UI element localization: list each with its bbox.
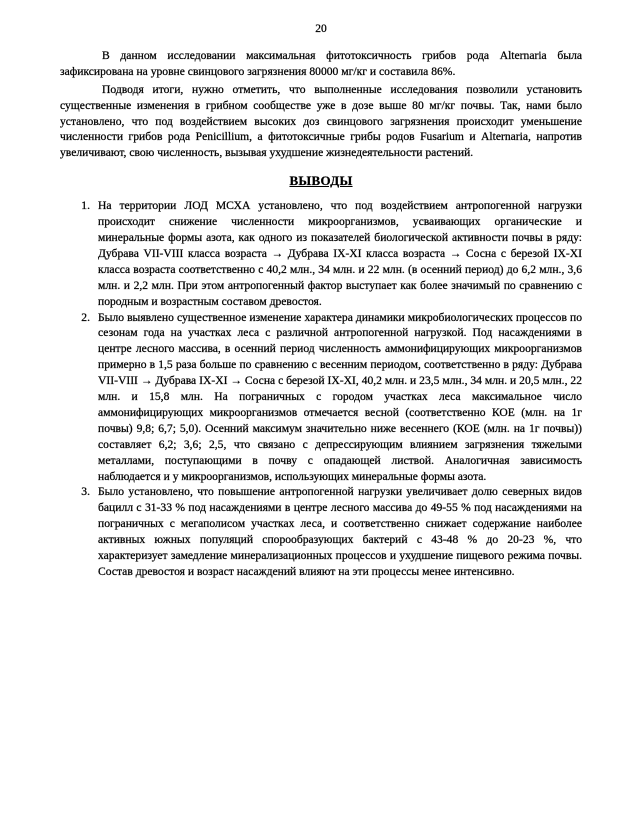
list-item-text: Было установлено, что повышение антропогенной нагрузки увеличивает долю северных видов бацилл с 31-33 % под насаждениями в центре лесного массива до 49-55 % под насаждениями на пограничных с мегаполисом участках леса, и соответственно снижает содержание наиболее активных южных популяций спорообразующих бактерий с 43-48 % до 20-23 %, что характеризует замедление минерализационных процессов и ухудшение пищевого режима почвы. Состав древостоя и возраст насаждений влияют на эти процессы менее интенсивно. bbox=[98, 485, 582, 578]
paragraph: Подводя итоги, нужно отметить, что выполненные исследования позволили установить существенные изменения в грибном сообществе уже в дозе выше 80 мг/кг почвы. Так, нами было установлено, что под воздействием высоких доз свинцового загрязнения происходит уменьшение численности грибов рода Penicillium, а фитотоксичные грибы родов Fusarium и Alternaria, напротив увеличивают, свою численность, вызывая ухудшение жизнедеятельности растений. bbox=[60, 82, 582, 160]
list-item-number: 2. bbox=[81, 310, 90, 324]
conclusions-heading: ВЫВОДЫ bbox=[289, 173, 353, 189]
list-item bbox=[60, 484, 582, 579]
list-item bbox=[60, 310, 582, 485]
conclusions-list bbox=[60, 198, 582, 580]
paragraph: В данном исследовании максимальная фитотоксичность грибов рода Alternaria была зафиксирована на уровне свинцового загрязнения 80000 мг/кг и составила 86%. bbox=[60, 48, 582, 78]
list-item bbox=[60, 198, 582, 309]
intro-text bbox=[60, 48, 582, 161]
list-item-text: На территории ЛОД МСХА установлено, что под воздействием антропогенной нагрузки происходит снижение численности микроорганизмов, усваивающих органические и минеральные формы азота, как одного из показателей биологической активности почвы в ряду: Дубрава VII-VIII класса возраста → Дубрава IX-XI класса возраста → Сосна с березой IX-XI класса возраста соответственно с 40,2 млн., 34 млн. и 22 млн. (в осенний период) до 6,2 млн., 3,6 млн. и 2,2 млн. При этом антропогенный фактор выступает как более значимый по сравнению с породным и возрастным составом древостоя. bbox=[98, 199, 582, 308]
list-item-number: 1. bbox=[81, 199, 90, 213]
page-number: 20 bbox=[315, 23, 327, 35]
list-item-text: Было выявлено существенное изменение характера динамики микробиологических процессов по сезонам года на участках леса с различной антропогенной нагрузкой. Под насаждениями в центре лесного массива, в осенний период численность аммонифицирующих микроорганизмов примерно в 1,5 раза больше по сравнению с весенним периодом, соответственно в ряду: Дубрава VII-VIII → Дубрава IX-XI → Сосна с березой IX-XI, 40,2 млн. и 23,5 млн., 34 млн. и 20,5 млн., 22 млн. и 15,8 млн. На пограничных с городом участках леса максимальное число аммонифицирующих микроорганизмов отмечается весной (соответственно КОЕ (млн. на 1г почвы) 9,8; 6,7; 5,0). Осенний максимум значительно ниже весеннего (КОЕ (млн. на 1г почвы)) составляет 6,2; 3,6; 2,5, что связано с депрессирующим влиянием загрязнения тяжелыми металлами, поступающими в почву с опадающей листвой. Аналогичная зависимость наблюдается и у микроорганизмов, использующих минеральные формы азота. bbox=[98, 310, 582, 483]
list-item-number: 3. bbox=[81, 485, 90, 499]
